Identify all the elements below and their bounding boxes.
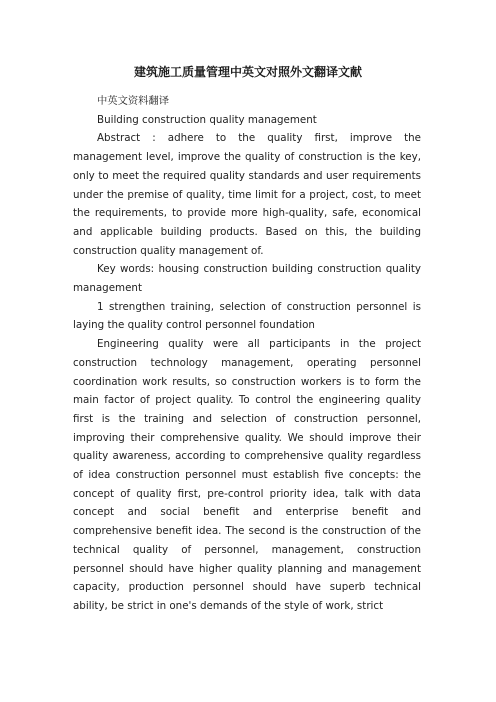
document-body [73, 92, 421, 616]
body-paragraph-1: Engineering quality were all participants in the project construction technology management, operating personnel coordination work results, so construction workers is to form the main factor of project quality. To control the engineering quality first is the training and selection of construction personnel, improving their comprehensive quality. We should improve their quality awareness, according to comprehensive quality regardless of idea construction personnel must establish five concepts: the concept of quality first, pre-control priority idea, talk with data concept and social benefit and enterprise benefit and comprehensive benefit idea. The second is the construction of the technical quality of personnel, management, construction personnel should have higher quality planning and management capacity, production personnel should have superb technical ability, be strict in one's demands of the style of work, strict [73, 338, 421, 612]
article-title: Building construction quality management [97, 113, 317, 126]
keywords-paragraph: Key words: housing construction building construction quality management [73, 263, 421, 295]
abstract-paragraph: Abstract : adhere to the quality first, improve the management level, improve the quality of construction is the key, only to meet the required quality standards and user requirements under the premise of quality, time limit for a project, cost, to meet the requirements, to provide more high-quality, safe, economical and applicable building products. Based on this, the building construction quality management of. [73, 132, 421, 257]
document-title: 建筑施工质量管理中英文对照外文翻译文献 [133, 65, 362, 79]
section-heading-1: 1 strengthen training, selection of construction personnel is laying the quality control personnel foundation [73, 300, 421, 332]
section-label: 中英文资料翻译 [97, 95, 170, 107]
